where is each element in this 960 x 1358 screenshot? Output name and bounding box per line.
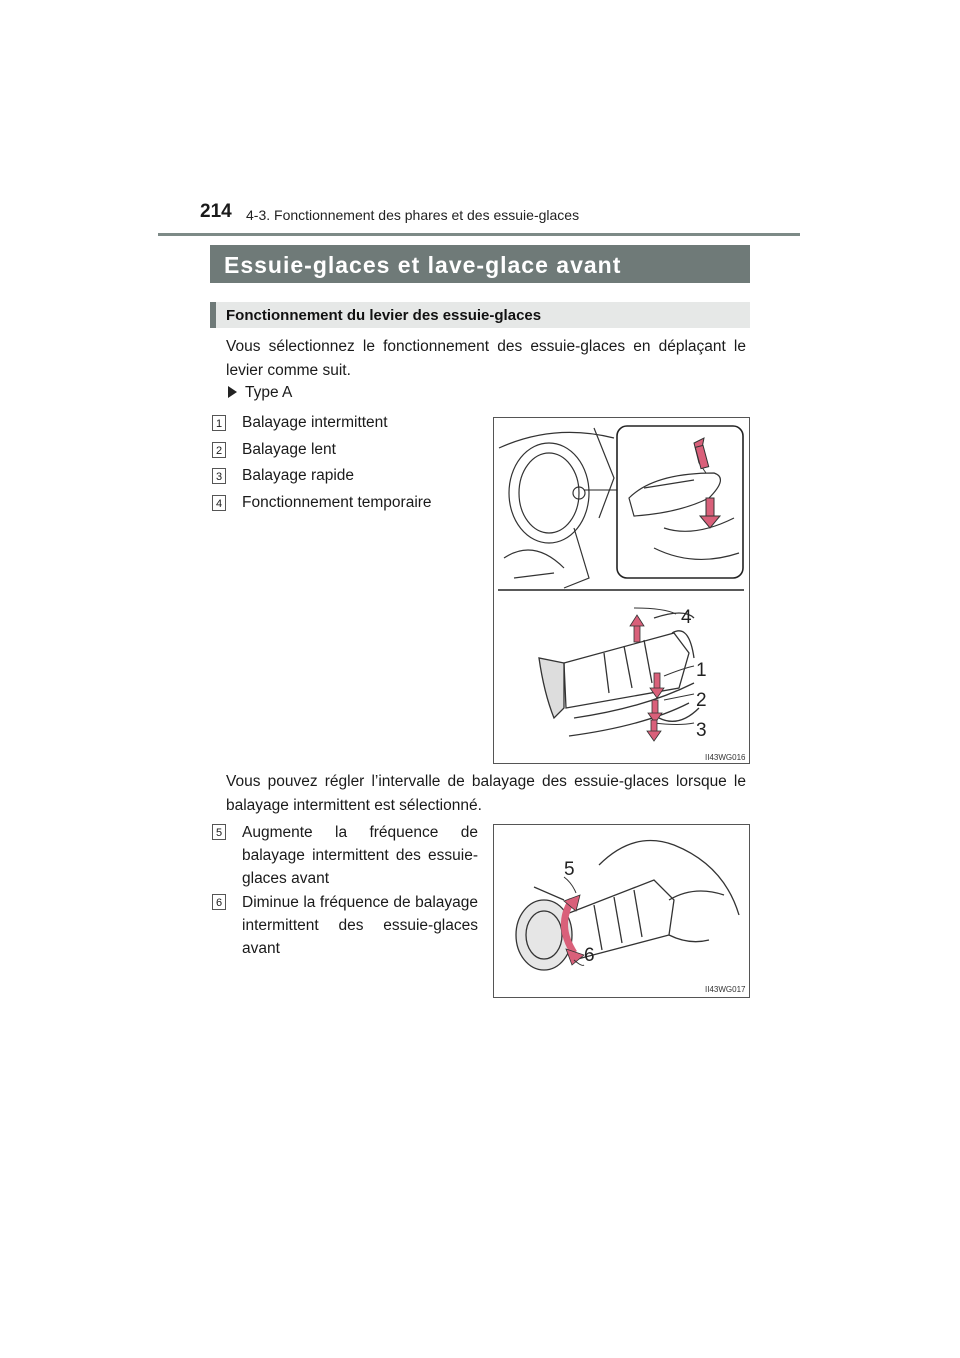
item-text: Balayage rapide	[242, 467, 355, 484]
header-divider	[158, 233, 800, 236]
item-number: 4	[212, 495, 226, 511]
interval-adjust-illustration	[494, 825, 749, 997]
intro-paragraph: Vous sélectionnez le fonctionnement des essuie-glaces en déplaçant le levier comme suit.	[226, 338, 746, 379]
interval-adjust-figure	[493, 824, 750, 998]
item-text: Diminue la fréquence de balayage intermittent des essuie-glaces avant	[242, 894, 478, 957]
figure-code: II43WG016	[705, 753, 746, 762]
chapter-title: 4-3. Fonctionnement des phares et des essuie-glaces	[246, 207, 580, 223]
item-text: Balayage intermittent	[242, 414, 388, 431]
callout-4: 4	[681, 607, 692, 628]
item-text: Balayage lent	[242, 441, 336, 458]
callout-1: 1	[696, 660, 707, 681]
section-title: Essuie-glaces et lave-glace avant	[224, 252, 622, 278]
subsection-title: Fonctionnement du levier des essuie-glaces	[226, 307, 542, 324]
wiper-lever-illustration	[494, 418, 749, 763]
item-text: Augmente la fréquence de balayage intermittent des essuie-glaces avant	[242, 824, 478, 887]
page-number: 214	[200, 201, 232, 222]
callout-5: 5	[564, 859, 575, 880]
item-number: 2	[212, 442, 226, 458]
type-label-text: Type A	[245, 384, 293, 401]
item-number: 3	[212, 468, 226, 484]
figure-code: II43WG017	[705, 985, 746, 994]
callout-6: 6	[584, 945, 595, 966]
item-text: Fonctionnement temporaire	[242, 494, 432, 511]
type-label	[228, 384, 292, 402]
callout-3: 3	[696, 720, 707, 741]
item-number: 5	[212, 824, 226, 840]
item-number: 6	[212, 894, 226, 910]
wiper-lever-figure-type-a	[493, 417, 750, 764]
triangle-bullet-icon	[228, 386, 237, 398]
intermittent-note: Vous pouvez régler l’intervalle de balayage des essuie-glaces lorsque le balayage intermittent est sélectionné.	[226, 773, 746, 814]
item-number: 1	[212, 415, 226, 431]
callout-2: 2	[696, 690, 707, 711]
